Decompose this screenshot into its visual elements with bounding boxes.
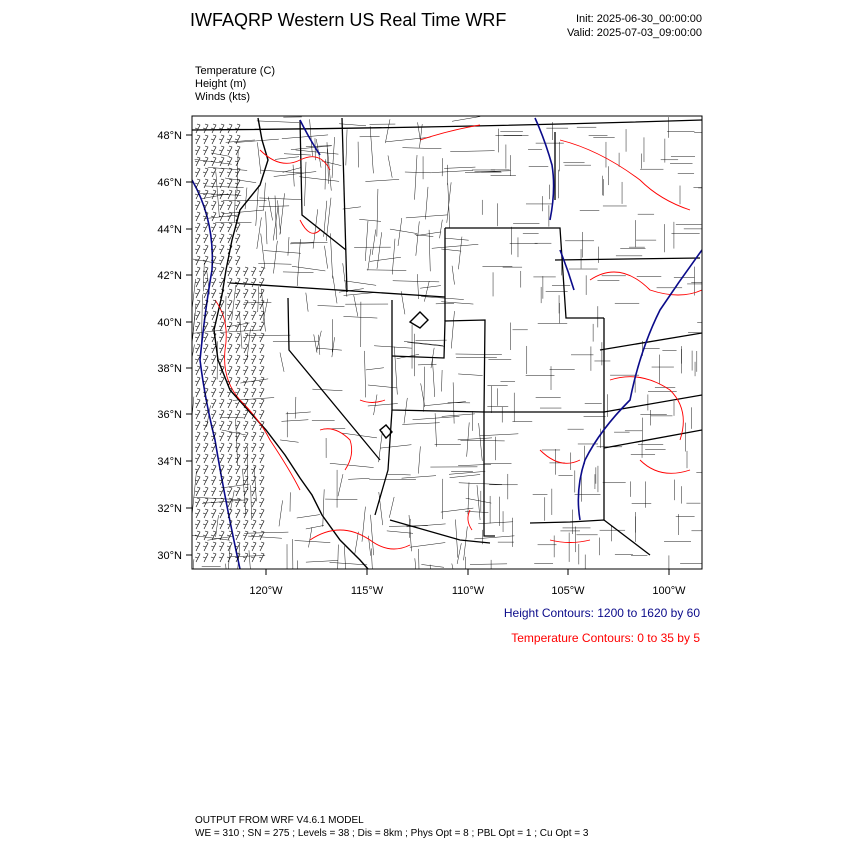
lon-label: 110°W: [451, 585, 485, 597]
lat-label: 30°N: [157, 550, 182, 562]
height-contour-legend: Height Contours: 1200 to 1620 by 60: [503, 606, 700, 620]
map-background: [192, 116, 702, 569]
lat-label: 36°N: [157, 409, 182, 421]
lat-label: 48°N: [157, 130, 182, 142]
lat-label: 46°N: [157, 177, 182, 189]
county-line: [430, 565, 432, 603]
lon-label: 120°W: [249, 585, 283, 597]
lon-label: 115°W: [350, 585, 384, 597]
lon-label: 100°W: [652, 585, 686, 597]
field-label-temperature: Temperature (C): [195, 65, 276, 77]
field-label-height: Height (m): [195, 78, 247, 90]
lat-label: 44°N: [157, 224, 182, 236]
lat-label: 42°N: [157, 270, 182, 282]
temperature-contour-legend: Temperature Contours: 0 to 35 by 5: [511, 631, 700, 645]
model-info-line1: OUTPUT FROM WRF V4.6.1 MODEL: [195, 815, 364, 826]
map-title: IWFAQRP Western US Real Time WRF: [190, 10, 507, 30]
lat-label: 32°N: [157, 503, 182, 515]
valid-time: Valid: 2025-07-03_09:00:00: [567, 27, 702, 39]
model-info-line2: WE = 310 ; SN = 275 ; Levels = 38 ; Dis = 8km ; Phys Opt = 8 ; PBL Opt = 1 ; Cu Opt = 3: [195, 828, 589, 839]
init-time: Init: 2025-06-30_00:00:00: [576, 13, 702, 25]
field-label-winds: Winds (kts): [195, 91, 250, 103]
lon-label: 105°W: [551, 585, 585, 597]
lat-label: 34°N: [157, 456, 182, 468]
lat-label: 38°N: [157, 363, 182, 375]
lat-label: 40°N: [157, 317, 182, 329]
